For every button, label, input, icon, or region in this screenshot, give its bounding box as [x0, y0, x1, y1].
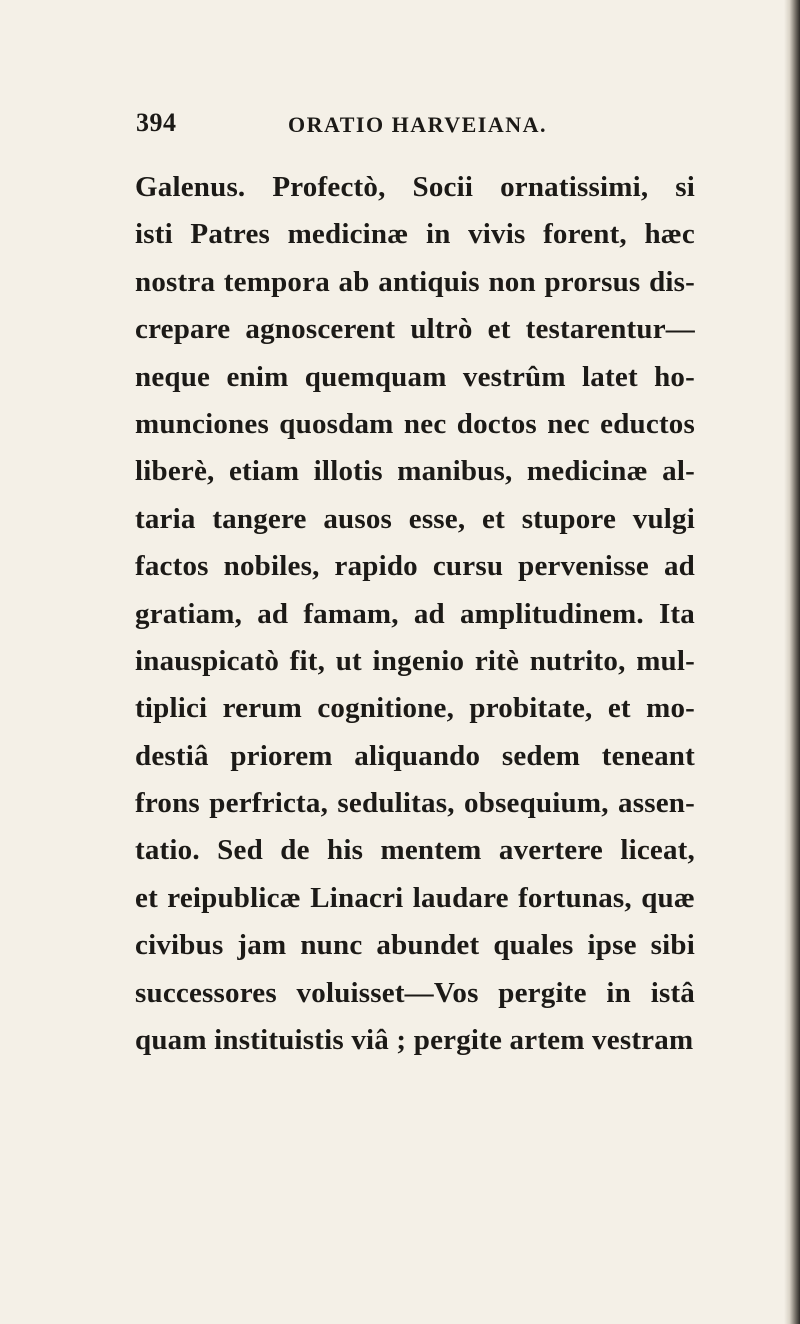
text-line: neque enim quemquam vestrûm latet ho-: [135, 360, 695, 393]
text-line: factos nobiles, rapido cursu pervenisse ad: [135, 550, 695, 583]
text-line: crepare agnoscerent ultrò et testarentur—: [135, 313, 695, 346]
text-line: et reipublicæ Linacri laudare fortunas, quæ: [135, 881, 695, 914]
text-line: quam instituistis viâ ; pergite artem vestram: [135, 1024, 694, 1057]
binding-edge: [784, 0, 800, 1324]
text-line: frons perfricta, sedulitas, obsequium, assen-: [135, 787, 695, 820]
text-line: gratiam, ad famam, ad amplitudinem. Ita: [135, 597, 695, 630]
text-line: tiplici rerum cognitione, probitate, et mo-: [135, 692, 695, 725]
text-line: taria tangere ausos esse, et stupore vulgi: [135, 502, 695, 535]
text-line: isti Patres medicinæ in vivis forent, hæc: [135, 218, 695, 251]
text-line: successores voluisset—Vos pergite in istâ: [135, 976, 695, 1009]
body-text: [135, 164, 695, 1064]
text-line: nostra tempora ab antiquis non prorsus dis-: [135, 265, 695, 298]
running-head: [136, 108, 696, 144]
text-line: inauspicatò fit, ut ingenio ritè nutrito, mul-: [135, 644, 695, 677]
page-number: 394: [136, 108, 177, 137]
running-title: ORATIO HARVEIANA.: [288, 112, 548, 137]
text-line: munciones quosdam nec doctos nec eductos: [135, 407, 695, 440]
text-line: liberè, etiam illotis manibus, medicinæ al-: [135, 455, 695, 488]
text-line: tatio. Sed de his mentem avertere liceat,: [135, 834, 695, 867]
text-line: destiâ priorem aliquando sedem teneant: [135, 739, 695, 772]
text-line: Galenus. Profectò, Socii ornatissimi, si: [135, 171, 695, 203]
text-line: civibus jam nunc abundet quales ipse sibi: [135, 929, 695, 962]
